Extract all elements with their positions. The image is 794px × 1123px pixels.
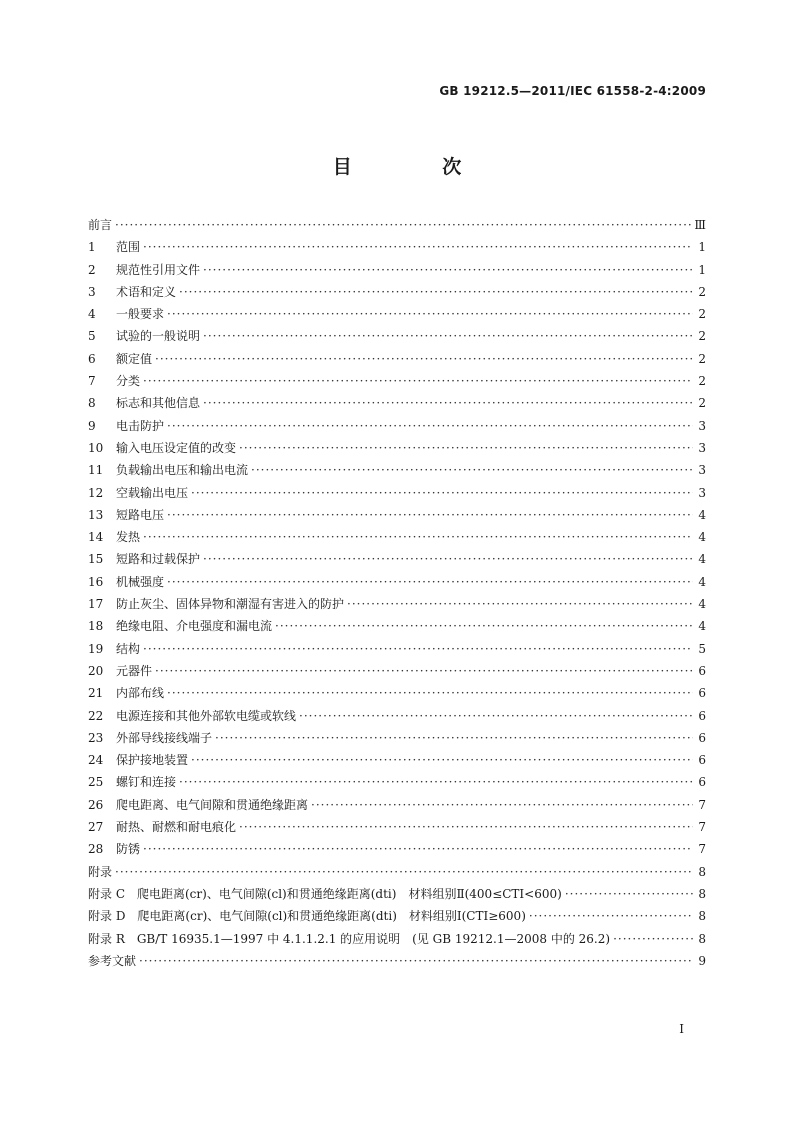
toc-entry-label: 附录 (88, 864, 113, 879)
toc-entry-label: 发热 (116, 530, 141, 545)
toc-dot-leader (311, 798, 693, 812)
toc-entry[interactable] (88, 216, 706, 238)
toc-entry-number: 23 (88, 730, 104, 745)
toc-entry-number: 11 (88, 463, 104, 478)
toc-entry-page: 4 (698, 619, 706, 634)
toc-dot-leader (203, 263, 693, 277)
toc-entry-page: 9 (698, 953, 706, 968)
toc-dot-leader (203, 552, 693, 566)
page-number: I (679, 1022, 684, 1036)
toc-entry-label: 试验的一般说明 (116, 329, 201, 344)
toc-entry-label: 防止灰尘、固体异物和潮湿有害进入的防护 (116, 597, 345, 612)
toc-entry-page: 1 (698, 240, 706, 255)
toc-dot-leader (347, 597, 693, 611)
toc-dot-leader (143, 842, 693, 856)
toc-entry-number: 12 (88, 485, 104, 500)
toc-entry[interactable] (88, 863, 706, 885)
toc-entry[interactable] (88, 907, 706, 929)
toc-dot-leader (215, 731, 693, 745)
toc-entry-label: 一般要求 (116, 307, 165, 322)
toc-entry-label: 附录 R GB/T 16935.1—1997 中 4.1.1.2.1 的应用说明 (见 GB 19212.1—2008 中的 26.2) (88, 931, 611, 946)
toc-entry-label: 短路和过载保护 (116, 552, 201, 567)
toc-entry[interactable] (88, 528, 706, 550)
toc-entry-number: 20 (88, 663, 104, 678)
toc-dot-leader (239, 820, 693, 834)
toc-entry-number: 26 (88, 797, 104, 812)
toc-entry-page: 4 (698, 597, 706, 612)
toc-entry-number: 8 (88, 396, 96, 411)
toc-entry-label: 电击防护 (116, 418, 165, 433)
toc-entry-page: 6 (698, 730, 706, 745)
toc-entry-page: 7 (698, 797, 706, 812)
toc-dot-leader (143, 374, 693, 388)
toc-entry-label: 内部布线 (116, 686, 165, 701)
toc-dot-leader (155, 352, 693, 366)
toc-entry-number: 17 (88, 597, 104, 612)
toc-entry-number: 24 (88, 753, 104, 768)
toc-entry[interactable] (88, 885, 706, 907)
toc-entry-label: 参考文献 (88, 953, 137, 968)
toc-entry-page: 4 (698, 507, 706, 522)
toc-entry[interactable] (88, 773, 706, 795)
toc-dot-leader (299, 709, 693, 723)
toc-entry-page: 6 (698, 663, 706, 678)
toc-entry-page: 2 (698, 329, 706, 344)
toc-entry-number: 7 (88, 374, 96, 389)
toc-entry-label: 机械强度 (116, 574, 165, 589)
toc-entry-page: 2 (698, 351, 706, 366)
toc-entry-page: 3 (698, 440, 706, 455)
toc-dot-leader (251, 463, 693, 477)
toc-entry-number: 9 (88, 418, 96, 433)
toc-entry[interactable] (88, 707, 706, 729)
toc-entry-label: 螺钉和连接 (116, 775, 177, 790)
toc-entry-page: 5 (698, 641, 706, 656)
toc-entry[interactable] (88, 952, 706, 974)
toc-entry-page: 8 (698, 931, 706, 946)
toc-entry-label: 范围 (116, 240, 141, 255)
toc-entry-label: 绝缘电阻、介电强度和漏电流 (116, 619, 273, 634)
toc-entry[interactable] (88, 417, 706, 439)
toc-entry-label: 输入电压设定值的改变 (116, 440, 237, 455)
toc-dot-leader (167, 575, 693, 589)
toc-entry[interactable] (88, 305, 706, 327)
toc-entry[interactable] (88, 550, 706, 572)
toc-entry-page: 4 (698, 530, 706, 545)
toc-entry-number: 18 (88, 619, 104, 634)
toc-entry-page: 3 (698, 418, 706, 433)
toc-entry[interactable] (88, 484, 706, 506)
toc-entry-page: 3 (698, 485, 706, 500)
toc-entry-label: 空载输出电压 (116, 485, 189, 500)
toc-entry-label: 爬电距离、电气间隙和贯通绝缘距离 (116, 797, 309, 812)
toc-entry[interactable] (88, 617, 706, 639)
toc-dot-leader (167, 508, 693, 522)
toc-entry-number: 13 (88, 507, 104, 522)
toc-dot-leader (275, 619, 693, 633)
toc-dot-leader (143, 530, 693, 544)
toc-entry-label: 防锈 (116, 842, 141, 857)
toc-entry-number: 6 (88, 351, 96, 366)
toc-entry-label: 负载输出电压和输出电流 (116, 463, 249, 478)
toc-entry-page: 2 (698, 307, 706, 322)
toc-entry-number: 2 (88, 262, 96, 277)
toc-entry-label: 规范性引用文件 (116, 262, 201, 277)
toc-entry-page: 6 (698, 775, 706, 790)
toc-entry-number: 28 (88, 842, 104, 857)
toc-entry-label: 前言 (88, 218, 113, 232)
toc-entry-page: 4 (698, 574, 706, 589)
toc-dot-leader (179, 775, 693, 789)
toc-dot-leader (239, 441, 693, 455)
toc-entry-number: 16 (88, 574, 104, 589)
toc-dot-leader (115, 865, 693, 879)
table-of-contents (88, 216, 706, 974)
toc-entry[interactable] (88, 372, 706, 394)
toc-entry-page: 8 (698, 909, 706, 924)
toc-entry[interactable] (88, 796, 706, 818)
toc-entry[interactable] (88, 684, 706, 706)
toc-entry-number: 15 (88, 552, 104, 567)
toc-entry-number: 14 (88, 530, 104, 545)
toc-dot-leader (143, 642, 693, 656)
toc-entry-page: 1 (698, 262, 706, 277)
toc-entry-page: Ⅲ (694, 218, 706, 232)
toc-entry[interactable] (88, 461, 706, 483)
toc-entry[interactable] (88, 261, 706, 283)
standard-code: GB 19212.5—2011/IEC 61558-2-4:2009 (439, 84, 706, 98)
toc-entry-number: 25 (88, 775, 104, 790)
toc-entry-label: 标志和其他信息 (116, 396, 201, 411)
toc-entry-label: 保护接地装置 (116, 753, 189, 768)
toc-entry[interactable] (88, 283, 706, 305)
toc-entry-label: 耐热、耐燃和耐电痕化 (116, 820, 237, 835)
toc-entry-label: 额定值 (116, 351, 153, 366)
toc-entry-label: 结构 (116, 641, 141, 656)
toc-entry-number: 10 (88, 440, 104, 455)
toc-dot-leader (613, 932, 693, 946)
toc-entry[interactable] (88, 729, 706, 751)
toc-entry-page: 6 (698, 753, 706, 768)
toc-entry-page: 2 (698, 284, 706, 299)
toc-dot-leader (139, 954, 693, 968)
toc-dot-leader (529, 909, 693, 923)
toc-dot-leader (191, 753, 693, 767)
toc-entry[interactable] (88, 930, 706, 952)
toc-entry-page: 6 (698, 708, 706, 723)
page-title: 目 次 (332, 156, 504, 178)
toc-entry-page: 7 (698, 842, 706, 857)
toc-dot-leader (203, 329, 693, 343)
toc-entry[interactable] (88, 238, 706, 260)
toc-entry-number: 1 (88, 240, 96, 255)
toc-dot-leader (179, 285, 693, 299)
toc-dot-leader (167, 686, 693, 700)
toc-entry[interactable] (88, 573, 706, 595)
toc-entry-page: 7 (698, 820, 706, 835)
toc-entry[interactable] (88, 327, 706, 349)
toc-entry[interactable] (88, 818, 706, 840)
toc-entry[interactable] (88, 439, 706, 461)
toc-entry[interactable] (88, 506, 706, 528)
toc-entry-page: 3 (698, 463, 706, 478)
toc-dot-leader (167, 307, 693, 321)
toc-entry-number: 27 (88, 820, 104, 835)
toc-entry[interactable] (88, 751, 706, 773)
toc-entry-page: 6 (698, 686, 706, 701)
toc-entry-page: 8 (698, 864, 706, 879)
toc-entry-number: 19 (88, 641, 104, 656)
toc-entry-label: 分类 (116, 374, 141, 389)
toc-entry-number: 4 (88, 307, 96, 322)
toc-entry-page: 8 (698, 886, 706, 901)
toc-entry-number: 3 (88, 284, 96, 299)
toc-entry[interactable] (88, 840, 706, 862)
toc-dot-leader (115, 218, 691, 232)
toc-dot-leader (203, 396, 693, 410)
toc-dot-leader (191, 486, 693, 500)
toc-dot-leader (167, 419, 693, 433)
toc-entry-label: 元器件 (116, 663, 153, 678)
toc-entry[interactable] (88, 595, 706, 617)
toc-entry-number: 21 (88, 686, 104, 701)
toc-entry-page: 2 (698, 374, 706, 389)
toc-entry-label: 术语和定义 (116, 284, 177, 299)
toc-entry-label: 短路电压 (116, 507, 165, 522)
toc-entry-number: 22 (88, 708, 104, 723)
toc-entry-label: 附录 D 爬电距离(cr)、电气间隙(cl)和贯通绝缘距离(dti) 材料组别Ⅰ(CTI≥600) (88, 909, 526, 924)
toc-entry-label: 电源连接和其他外部软电缆或软线 (116, 708, 297, 723)
toc-entry[interactable] (88, 350, 706, 372)
toc-entry[interactable] (88, 394, 706, 416)
toc-dot-leader (143, 240, 693, 254)
toc-entry[interactable] (88, 662, 706, 684)
toc-entry-page: 4 (698, 552, 706, 567)
toc-entry-page: 2 (698, 396, 706, 411)
toc-entry-label: 外部导线接线端子 (116, 730, 213, 745)
toc-dot-leader (155, 664, 693, 678)
toc-entry[interactable] (88, 640, 706, 662)
toc-entry-label: 附录 C 爬电距离(cr)、电气间隙(cl)和贯通绝缘距离(dti) 材料组别Ⅱ(400≤CTI<600) (88, 886, 562, 901)
toc-entry-number: 5 (88, 329, 96, 344)
toc-dot-leader (565, 887, 693, 901)
